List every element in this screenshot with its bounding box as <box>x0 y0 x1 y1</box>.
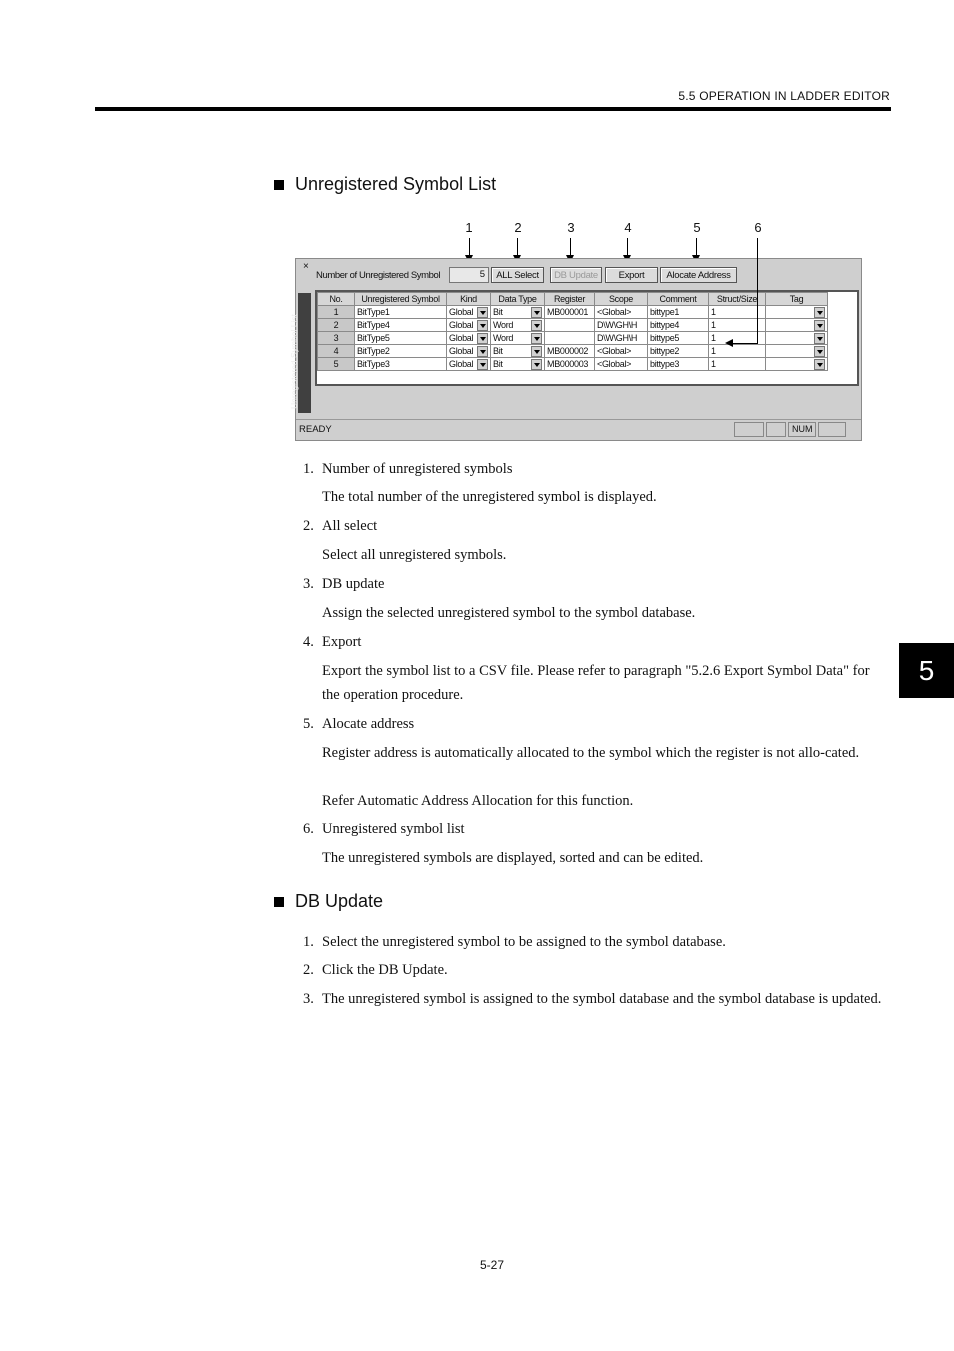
symbol-table <box>317 292 828 371</box>
item-description: Refer Automatic Address Allocation for this function. <box>322 793 634 809</box>
register-cell[interactable] <box>545 319 595 332</box>
sidebar-title: Unregistered Symbol List <box>289 314 299 409</box>
struct-size-cell[interactable]: 1 <box>709 306 766 319</box>
comment-cell[interactable]: bittype3 <box>648 358 709 371</box>
tag-cell[interactable] <box>766 332 828 345</box>
tag-cell[interactable] <box>766 319 828 332</box>
status-pane <box>734 422 764 437</box>
item-description: Select all unregistered symbols. <box>322 547 507 563</box>
allocate-address-button[interactable]: Alocate Address <box>660 267 737 283</box>
comment-cell[interactable]: bittype4 <box>648 319 709 332</box>
dropdown-arrow-icon[interactable] <box>477 359 488 370</box>
callout-5: 5 <box>693 220 701 235</box>
status-pane <box>818 422 846 437</box>
item-description: Assign the selected unregistered symbol to the symbol database. <box>322 605 696 621</box>
struct-size-cell[interactable]: 1 <box>709 332 766 345</box>
dropdown-arrow-icon[interactable] <box>477 333 488 344</box>
column-header[interactable]: Struct/Size <box>709 293 766 306</box>
row-number[interactable]: 5 <box>318 358 355 371</box>
table-header-row <box>318 293 828 306</box>
dropdown-arrow-icon[interactable] <box>814 307 825 318</box>
register-cell[interactable]: MB000003 <box>545 358 595 371</box>
scope-cell[interactable]: D\W\GH\H <box>595 332 648 345</box>
section-title-db-update <box>274 891 383 912</box>
kind-cell[interactable]: Global <box>447 306 491 319</box>
register-cell[interactable]: MB000001 <box>545 306 595 319</box>
dropdown-arrow-icon[interactable] <box>531 333 542 344</box>
table-row[interactable] <box>318 306 828 319</box>
count-label: Number of Unregistered Symbol <box>316 270 441 281</box>
dropdown-arrow-icon[interactable] <box>814 320 825 331</box>
table-row[interactable] <box>318 345 828 358</box>
item-description: The unregistered symbols are displayed, sorted and can be edited. <box>322 850 704 866</box>
column-header[interactable]: Kind <box>447 293 491 306</box>
dropdown-arrow-icon[interactable] <box>477 346 488 357</box>
column-header[interactable]: Scope <box>595 293 648 306</box>
dropdown-arrow-icon[interactable] <box>814 359 825 370</box>
callout-arrow-1 <box>469 238 470 256</box>
comment-cell[interactable]: bittype5 <box>648 332 709 345</box>
datatype-cell[interactable]: Bit <box>491 345 545 358</box>
column-header[interactable]: Tag <box>766 293 828 306</box>
scope-cell[interactable]: <Global> <box>595 358 648 371</box>
dropdown-arrow-icon[interactable] <box>814 333 825 344</box>
row-number[interactable]: 1 <box>318 306 355 319</box>
page-number: 5-27 <box>479 1258 505 1272</box>
row-number[interactable]: 3 <box>318 332 355 345</box>
count-field: 5 <box>449 267 489 283</box>
kind-cell[interactable]: Global <box>447 345 491 358</box>
running-header: 5.5 OPERATION IN LADDER EDITOR <box>678 89 890 103</box>
dropdown-arrow-icon[interactable] <box>531 307 542 318</box>
tag-cell[interactable] <box>766 306 828 319</box>
datatype-cell[interactable]: Bit <box>491 306 545 319</box>
section-title-text: DB Update <box>295 891 384 911</box>
callout-arrow-5 <box>696 238 697 256</box>
datatype-cell[interactable]: Word <box>491 332 545 345</box>
scope-cell[interactable]: <Global> <box>595 306 648 319</box>
callout-2: 2 <box>514 220 522 235</box>
column-header[interactable]: No. <box>318 293 355 306</box>
callout-4: 4 <box>624 220 632 235</box>
symbol-cell[interactable]: BitType3 <box>355 358 447 371</box>
callout-line-6-horizontal <box>733 343 758 344</box>
row-number[interactable]: 4 <box>318 345 355 358</box>
callout-arrow-4 <box>627 238 628 256</box>
symbol-cell[interactable]: BitType5 <box>355 332 447 345</box>
datatype-cell[interactable]: Word <box>491 319 545 332</box>
square-bullet-icon <box>274 897 284 907</box>
symbol-cell[interactable]: BitType2 <box>355 345 447 358</box>
register-cell[interactable]: MB000002 <box>545 345 595 358</box>
status-num: NUM <box>788 422 816 437</box>
callout-arrow-2 <box>517 238 518 256</box>
kind-cell[interactable]: Global <box>447 358 491 371</box>
unregistered-symbol-window <box>289 258 862 441</box>
row-number[interactable]: 2 <box>318 319 355 332</box>
tag-cell[interactable] <box>766 345 828 358</box>
arrow-head-left-icon <box>725 339 733 347</box>
header-rule <box>95 107 891 111</box>
dropdown-arrow-icon[interactable] <box>814 346 825 357</box>
scope-cell[interactable]: D\W\GH\H <box>595 319 648 332</box>
symbol-grid <box>315 290 859 386</box>
close-icon[interactable]: × <box>303 261 309 272</box>
dropdown-arrow-icon[interactable] <box>531 346 542 357</box>
status-bar <box>296 419 861 440</box>
kind-cell[interactable]: Global <box>447 332 491 345</box>
symbol-cell[interactable]: BitType4 <box>355 319 447 332</box>
status-text: READY <box>299 424 332 435</box>
export-button[interactable]: Export <box>605 267 658 283</box>
item-description: Export the symbol list to a CSV file. Please refer to paragraph "5.2.6 Export Symbol Data" for the operation procedure. <box>322 663 870 703</box>
item-description: The total number of the unregistered symbol is displayed. <box>322 489 657 505</box>
tag-cell[interactable] <box>766 358 828 371</box>
callout-6: 6 <box>754 220 762 235</box>
item-description: Register address is automatically allocated to the symbol which the register is not allo-cated. <box>322 745 860 761</box>
dropdown-arrow-icon[interactable] <box>477 307 488 318</box>
db-update-button[interactable]: DB Update <box>550 267 602 283</box>
kind-cell[interactable]: Global <box>447 319 491 332</box>
register-cell[interactable] <box>545 332 595 345</box>
dropdown-arrow-icon[interactable] <box>531 320 542 331</box>
struct-size-cell[interactable]: 1 <box>709 358 766 371</box>
struct-size-cell[interactable]: 1 <box>709 345 766 358</box>
symbol-cell[interactable]: BitType1 <box>355 306 447 319</box>
column-header[interactable]: Comment <box>648 293 709 306</box>
sidebar-title-bar <box>289 293 311 413</box>
square-bullet-icon <box>274 180 284 190</box>
column-header[interactable]: Register <box>545 293 595 306</box>
datatype-cell[interactable]: Bit <box>491 358 545 371</box>
comment-cell[interactable]: bittype2 <box>648 345 709 358</box>
chapter-tab: 5 <box>899 643 954 698</box>
struct-size-cell[interactable]: 1 <box>709 319 766 332</box>
dropdown-arrow-icon[interactable] <box>531 359 542 370</box>
dropdown-arrow-icon[interactable] <box>477 320 488 331</box>
column-header[interactable]: Data Type <box>491 293 545 306</box>
scope-cell[interactable]: <Global> <box>595 345 648 358</box>
callout-arrow-3 <box>570 238 571 256</box>
status-pane <box>766 422 786 437</box>
section-title-unregistered <box>274 174 496 195</box>
all-select-button[interactable]: ALL Select <box>491 267 544 283</box>
table-row[interactable] <box>318 358 828 371</box>
section-title-text: Unregistered Symbol List <box>295 174 497 194</box>
comment-cell[interactable]: bittype1 <box>648 306 709 319</box>
column-header[interactable]: Unregistered Symbol <box>355 293 447 306</box>
callout-line-6 <box>757 238 758 344</box>
callout-1: 1 <box>465 220 473 235</box>
table-row[interactable] <box>318 319 828 332</box>
callout-3: 3 <box>567 220 575 235</box>
